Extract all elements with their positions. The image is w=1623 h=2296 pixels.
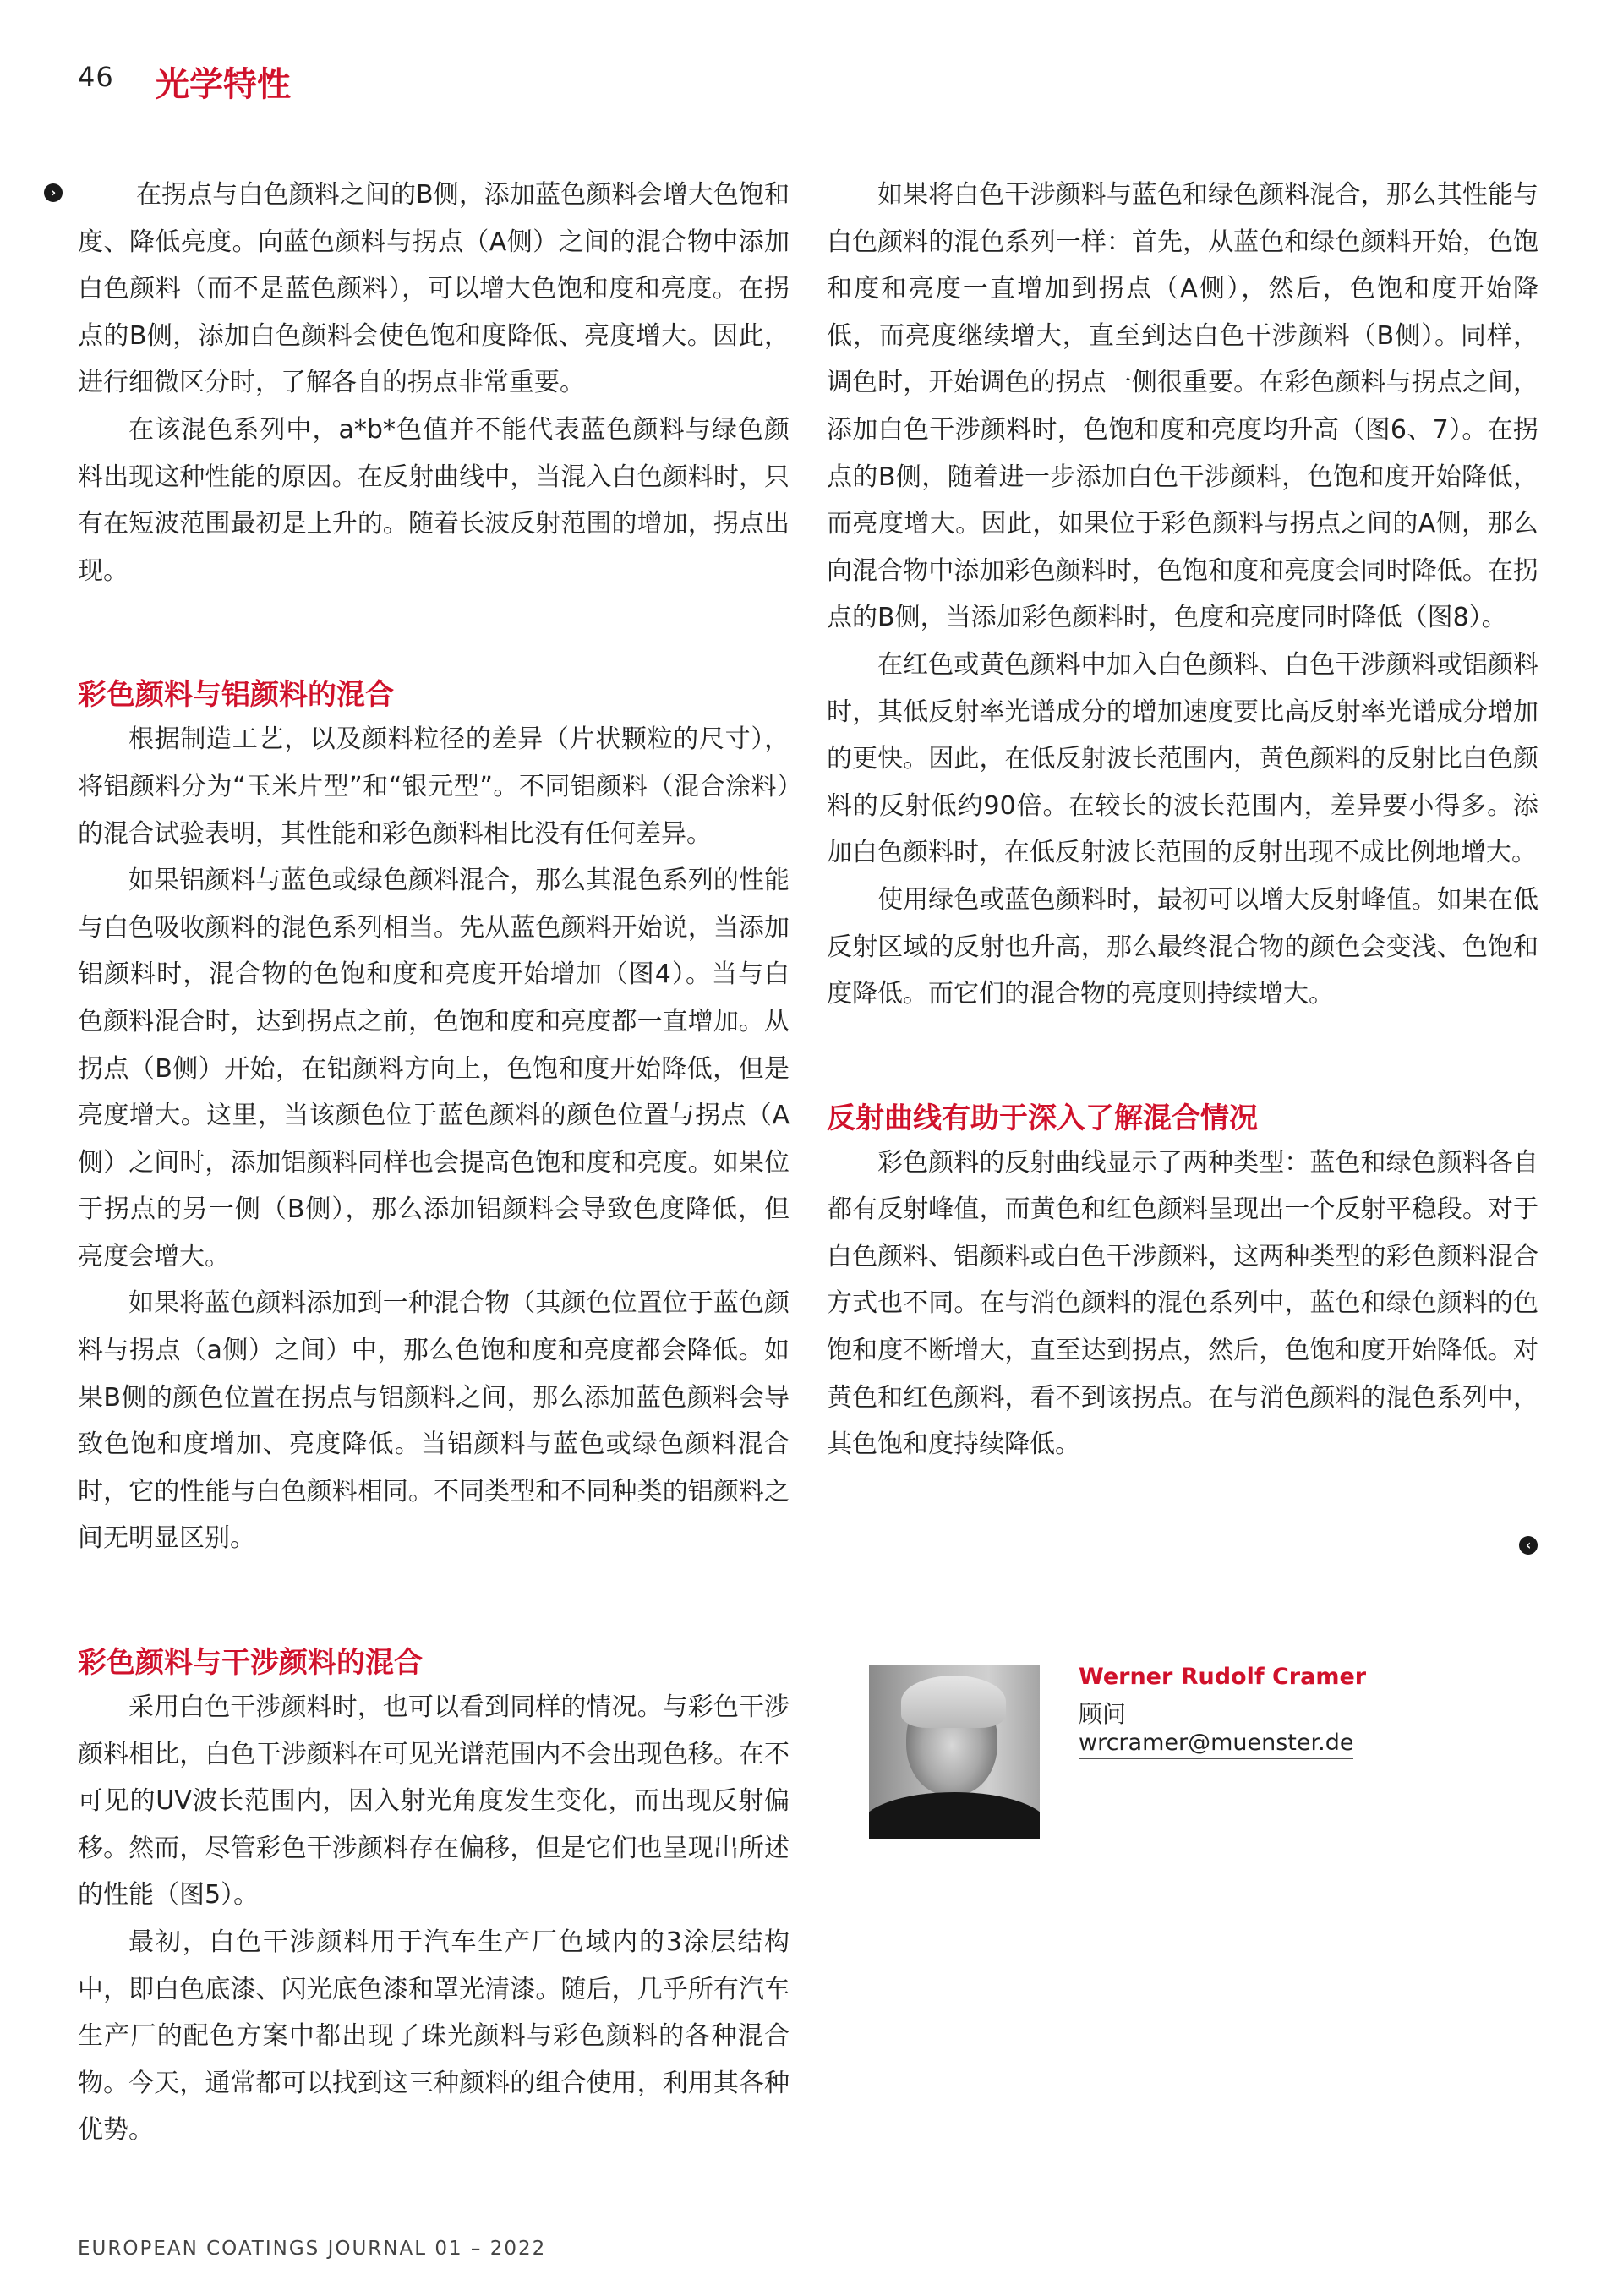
section-heading: 彩色颜料与铝颜料的混合: [78, 678, 394, 713]
author-role: 顾问: [1079, 1700, 1127, 1728]
author-photo: [869, 1665, 1040, 1839]
paragraph: 根据制造工艺，以及颜料粒径的差异（片状颗粒的尺寸），将铝颜料分为“玉米片型”和“银元型”。不同铝颜料（混合涂料）的混合试验表明，其性能和彩色颜料相比没有任何差异。: [78, 724, 790, 849]
left-column: [78, 172, 790, 2154]
paragraph: 最初，白色干涉颜料用于汽车生产厂色域内的3涂层结构中，即白色底漆、闪光底色漆和罩光清漆。随后，几乎所有汽车生产厂的配色方案中都出现了珠光颜料与彩色颜料的各种混合物。今天，通常都可以找到这三种颜料的组合使用，利用其各种优势。: [78, 1927, 790, 2146]
paragraph: 在红色或黄色颜料中加入白色颜料、白色干涉颜料或铝颜料时，其低反射率光谱成分的增加速度要比高反射率光谱成分增加的更快。因此，在低反射波长范围内，黄色颜料的反射比白色颜料的反射低约90倍。在较长的波长范围内，差异要小得多。添加白色颜料时，在低反射波长范围的反射出现不成比例地增大。: [827, 649, 1538, 868]
paragraph: 使用绿色或蓝色颜料时，最初可以增大反射峰值。如果在低反射区域的反射也升高，那么最终混合物的颜色会变浅、色饱和度降低。而它们的混合物的亮度则持续增大。: [827, 884, 1538, 1009]
section-title: 光学特性: [156, 65, 291, 104]
page-number: 46: [78, 61, 114, 93]
arrow-left-circle-icon: ‹: [1519, 1536, 1538, 1555]
paragraph: 如果将白色干涉颜料与蓝色和绿色颜料混合，那么其性能与白色颜料的混色系列一样：首先，从蓝色和绿色颜料开始，色饱和度和亮度一直增加到拐点（A侧），然后，色饱和度开始降低，而亮度继续增大，直至到达白色干涉颜料（B侧）。同样，调色时，开始调色的拐点一侧很重要。在彩色颜料与拐点之间，添加白色干涉颜料时，色饱和度和亮度均升高（图6、7）。在拐点的B侧，随着进一步添加白色干涉颜料，色饱和度开始降低，而亮度增大。因此，如果位于彩色颜料与拐点之间的A侧，那么向混合物中添加彩色颜料时，色饱和度和亮度会同时降低。在拐点的B侧，当添加彩色颜料时，色度和亮度同时降低（图8）。: [827, 180, 1538, 633]
paragraph: 采用白色干涉颜料时，也可以看到同样的情况。与彩色干涉颜料相比，白色干涉颜料在可见光谱范围内不会出现色移。在不可见的UV波长范围内，因入射光角度发生变化，而出现反射偏移。然而，尽管彩色干涉颜料存在偏移，但是它们也呈现出所述的性能（图5）。: [78, 1692, 790, 1911]
section-heading: 反射曲线有助于深入了解混合情况: [827, 1101, 1258, 1135]
paragraph: 在该混色系列中，a*b*色值并不能代表蓝色颜料与绿色颜料出现这种性能的原因。在反射曲线中，当混入白色颜料时，只有在短波范围最初是上升的。随着长波反射范围的增加，拐点出现。: [78, 414, 790, 586]
author-email-link[interactable]: wrcramer@muenster.de: [1079, 1730, 1353, 1759]
footer-journal: EUROPEAN COATINGS JOURNAL 01 – 2022: [78, 2238, 547, 2260]
paragraph: 在拐点与白色颜料之间的B侧，添加蓝色颜料会增大色饱和度、降低亮度。向蓝色颜料与拐点（A侧）之间的混合物中添加白色颜料（而不是蓝色颜料），可以增大色饱和度和亮度。在拐点的B侧，添加白色颜料会使色饱和度降低、亮度增大。因此，进行细微区分时，了解各自的拐点非常重要。: [78, 180, 790, 398]
right-column: [827, 172, 1538, 1468]
paragraph: 彩色颜料的反射曲线显示了两种类型：蓝色和绿色颜料各自都有反射峰值，而黄色和红色颜料呈现出一个反射平稳段。对于白色颜料、铝颜料或白色干涉颜料，这两种类型的彩色颜料混合方式也不同。在与消色颜料的混色系列中，蓝色和绿色颜料的色饱和度不断增大，直至达到拐点，然后，色饱和度开始降低。对黄色和红色颜料，看不到该拐点。在与消色颜料的混色系列中，其色饱和度持续降低。: [827, 1147, 1538, 1460]
arrow-right-circle-icon: ›: [44, 183, 63, 202]
author-name: Werner Rudolf Cramer: [1079, 1664, 1367, 1690]
paragraph: 如果将蓝色颜料添加到一种混合物（其颜色位置位于蓝色颜料与拐点（a侧）之间）中，那么色饱和度和亮度都会降低。如果B侧的颜色位置在拐点与铝颜料之间，那么添加蓝色颜料会导致色饱和度增加、亮度降低。当铝颜料与蓝色或绿色颜料混合时，它的性能与白色颜料相同。不同类型和不同种类的铝颜料之间无明显区别。: [78, 1288, 790, 1554]
section-heading: 彩色颜料与干涉颜料的混合: [78, 1646, 423, 1681]
paragraph: 如果铝颜料与蓝色或绿色颜料混合，那么其混色系列的性能与白色吸收颜料的混色系列相当。先从蓝色颜料开始说，当添加铝颜料时，混合物的色饱和度和亮度开始增加（图4）。当与白色颜料混合时，达到拐点之前，色饱和度和亮度都一直增加。从拐点（B侧）开始，在铝颜料方向上，色饱和度开始降低，但是亮度增大。这里，当该颜色位于蓝色颜料的颜色位置与拐点（A侧）之间时，添加铝颜料同样也会提高色饱和度和亮度。如果位于拐点的另一侧（B侧），那么添加铝颜料会导致色度降低，但亮度会增大。: [78, 866, 790, 1271]
